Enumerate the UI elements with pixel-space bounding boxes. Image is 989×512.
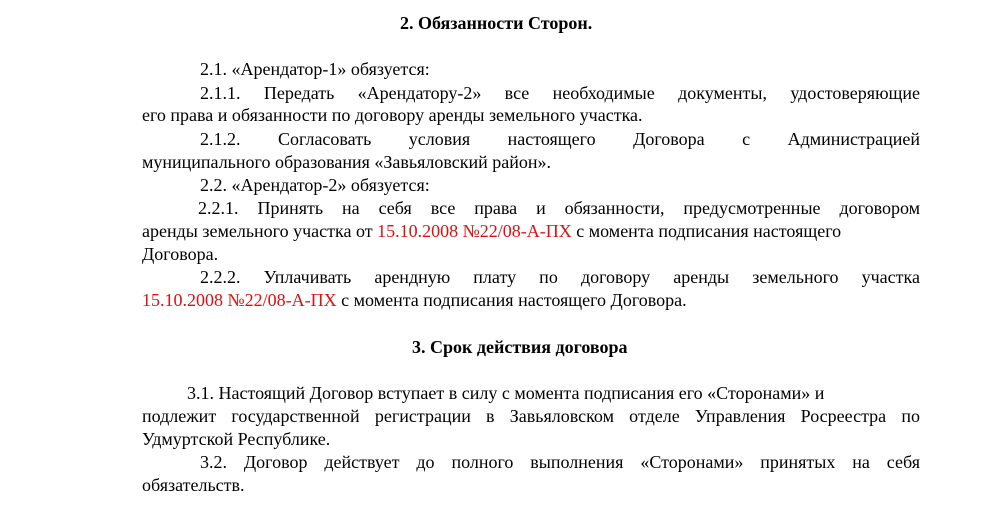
clause-3-2-line-1: 3.2. Договор действует до полного выполнения «Сторонами» принятых на себя xyxy=(200,452,920,472)
clause-3-2-line-2: обязательств. xyxy=(142,475,245,495)
clause-2-2-1-text-b: с момента подписания настоящего xyxy=(571,221,842,241)
clause-2-1-2-line-1: 2.1.2. Согласовать условия настоящего Договора с Администрацией xyxy=(200,129,920,149)
clause-2-2-1-text-a: аренды земельного участка от xyxy=(142,221,378,241)
contract-reference: 15.10.2008 №22/08-А-ПХ xyxy=(142,290,337,310)
clause-2-2-1-line-3: Договора. xyxy=(142,244,219,264)
clause-3-1-line-1: 3.1. Настоящий Договор вступает в силу с момента подписания его «Сторонами» и xyxy=(187,383,825,403)
clause-2-2-1-line-1: 2.2.1. Принять на себя все права и обязанности, предусмотренные договором xyxy=(198,198,920,218)
clause-2-2-2-line-1: 2.2.2. Уплачивать арендную плату по договору аренды земельного участка xyxy=(200,267,920,287)
clause-2-2-2-line-2 xyxy=(142,289,920,312)
clause-3-1-line-2: подлежит государственной регистрации в Завьяловском отделе Управления Росреестра по xyxy=(142,406,920,426)
clause-2-2-2-text-b: с момента подписания настоящего Договора. xyxy=(336,290,687,310)
section-3-heading: 3. Срок действия договора xyxy=(412,337,628,357)
clause-2-2-1-line-2 xyxy=(142,220,920,243)
clause-2-1-2-line-2: муниципального образования «Завьяловский район». xyxy=(142,152,552,172)
clause-2-1-1-line-1: 2.1.1. Передать «Арендатору-2» все необходимые документы, удостоверяющие xyxy=(200,83,920,103)
clause-2-1-1-line-2: его права и обязанности по договору аренды земельного участка. xyxy=(142,105,643,125)
contract-reference: 15.10.2008 №22/08-А-ПХ xyxy=(377,221,572,241)
section-2-heading: 2. Обязанности Сторон. xyxy=(400,13,593,33)
clause-2-1: 2.1. «Арендатор-1» обязуется: xyxy=(200,59,430,79)
clause-3-1-line-3: Удмуртской Республике. xyxy=(142,429,331,449)
clause-2-2: 2.2. «Арендатор-2» обязуется: xyxy=(200,175,430,195)
